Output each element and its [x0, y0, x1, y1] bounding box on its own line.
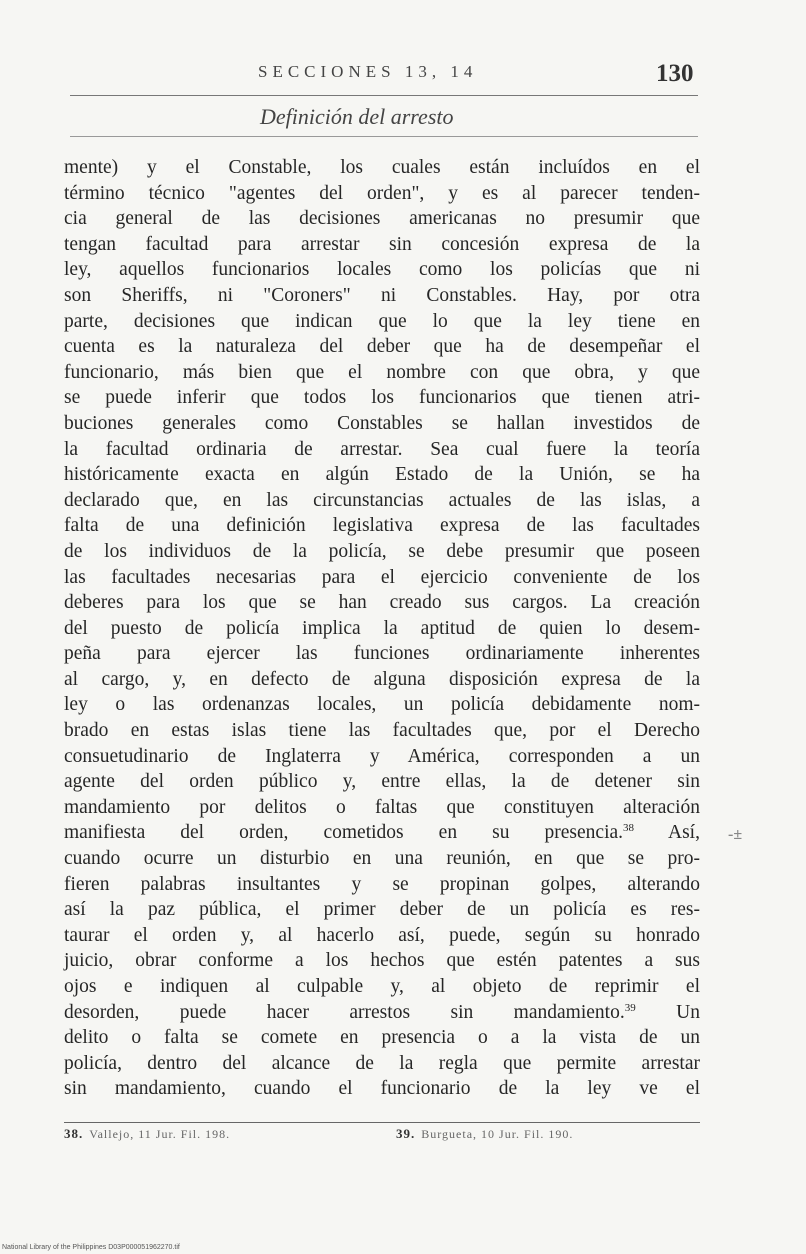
page-subtitle: Definición del arresto: [260, 104, 454, 129]
text-line-content: buciones generales como Constables se hallan investidos de: [64, 412, 700, 434]
text-line-content: ley, aquellos funcionarios locales como los policías que ni: [64, 259, 700, 281]
text-line-content: mandamiento por delitos o faltas que constituyen alteración: [64, 796, 700, 818]
text-line-content: la facultad ordinaria de arrestar. Sea cual fuere la teoría: [64, 438, 700, 460]
text-line: [64, 1051, 700, 1077]
text-line-content: funcionario, más bien que el nombre con que obra, y que: [64, 361, 700, 383]
text-line: [64, 385, 700, 411]
text-line-content: taurar el orden y, al hacerlo así, puede, según su honrado: [64, 924, 700, 946]
text-line: [64, 897, 700, 923]
text-line-content: desorden, puede hacer arrestos sin mandamiento.: [64, 1001, 625, 1023]
text-line-content: policía, dentro del alcance de la regla que permite arrestar: [64, 1052, 700, 1074]
text-line: [64, 513, 700, 539]
text-line: [64, 206, 700, 232]
text-line-content: se puede inferir que todos los funcionarios que tienen atri-: [64, 387, 700, 409]
text-line: [64, 1025, 700, 1051]
text-line-content: declarado que, en las circunstancias actuales de las islas, a: [64, 489, 700, 511]
footnote-number: 39.: [396, 1126, 416, 1141]
text-line: [64, 948, 700, 974]
text-line-content: mente) y el Constable, los cuales están incluídos en el: [64, 157, 700, 178]
text-line-content: manifiesta del orden, cometidos en su presencia.: [64, 822, 624, 844]
text-line: [64, 309, 700, 335]
text-line: [64, 334, 700, 360]
text-line-content: sin mandamiento, cuando el funcionario de la ley ve el: [64, 1078, 700, 1100]
text-line: [64, 257, 700, 283]
page-number: 130: [656, 60, 694, 87]
text-line: [64, 795, 700, 821]
text-line: [64, 692, 700, 718]
text-line-content: del puesto de policía implica la aptitud de quien lo desem-: [64, 617, 700, 639]
text-line: [64, 769, 700, 795]
text-line-content: así la paz pública, el primer deber de un policía es res-: [64, 899, 700, 921]
footnote-38: [64, 1126, 230, 1142]
margin-mark: -±: [728, 826, 743, 843]
text-line: [64, 283, 700, 309]
text-line: [64, 667, 700, 693]
footnote-ref: 39: [624, 1001, 636, 1014]
body-text: [64, 155, 700, 1102]
text-line: [64, 872, 700, 898]
text-line: [64, 641, 700, 667]
text-line-content: de los individuos de la policía, se debe presumir que poseen: [64, 540, 700, 562]
text-line: [64, 923, 700, 949]
text-line-content: deberes para los que se han creado sus cargos. La creación: [64, 592, 700, 614]
header-rule: [70, 95, 698, 96]
text-line: [64, 155, 700, 181]
scan-credit: National Library of the Philippines D03P000051962270.tif: [2, 1244, 180, 1251]
text-line-content: ojos e indiquen al culpable y, al objeto de reprimir el: [64, 976, 700, 997]
text-line: [64, 462, 700, 488]
text-line-content: juicio, obrar conforme a los hechos que estén patentes a sus: [64, 950, 700, 972]
text-line: [64, 565, 700, 591]
running-header: SECCIONES 13, 14: [258, 62, 478, 81]
text-line-content: brado en estas islas tiene las facultades que, por el Derecho: [64, 720, 700, 742]
text-line-content: parte, decisiones que indican que lo que la ley tiene en: [64, 310, 700, 332]
text-line-content: consuetudinario de Inglaterra y América, corresponden a un: [64, 745, 700, 767]
footnote-text: Vallejo, 11 Jur. Fil. 198.: [89, 1127, 231, 1141]
text-line: [64, 820, 700, 846]
footnote-ref: 38: [623, 822, 635, 835]
text-line: [64, 974, 700, 1000]
text-line: [64, 437, 700, 463]
text-line-content: cuando ocurre un disturbio en una reunión, en que se pro-: [64, 848, 700, 870]
text-line: [64, 1000, 700, 1026]
footnote-number: 38.: [64, 1126, 84, 1141]
text-line: [64, 488, 700, 514]
text-line-content: históricamente exacta en algún Estado de la Unión, se ha: [64, 464, 700, 486]
text-line-content: peña para ejercer las funciones ordinariamente inherentes: [64, 643, 700, 665]
text-line-tail: Un: [676, 1001, 700, 1023]
text-line: [64, 360, 700, 386]
text-line-content: agente del orden público y, entre ellas, la de detener sin: [64, 771, 700, 793]
text-line: [64, 232, 700, 258]
text-line-content: tengan facultad para arrestar sin concesión expresa de la: [64, 233, 700, 255]
footnote-39: [396, 1126, 573, 1142]
text-line: [64, 718, 700, 744]
text-line: [64, 411, 700, 437]
text-line: [64, 744, 700, 770]
footnote-rule: [64, 1122, 700, 1123]
text-line-content: falta de una definición legislativa expresa de las facultades: [64, 515, 700, 537]
text-line-content: cia general de las decisiones americanas no presumir que: [64, 208, 700, 230]
text-line: [64, 616, 700, 642]
text-line-content: término técnico "agentes del orden", y es al parecer tenden-: [64, 182, 700, 204]
text-line-content: son Sheriffs, ni "Coroners" ni Constables. Hay, por otra: [64, 284, 700, 306]
text-line: [64, 1076, 700, 1102]
text-line-content: cuenta es la naturaleza del deber que ha de desempeñar el: [64, 336, 700, 358]
footnote-text: Burgueta, 10 Jur. Fil. 190.: [421, 1127, 574, 1141]
text-line-tail: Así,: [668, 822, 700, 844]
text-line: [64, 539, 700, 565]
text-line-content: delito o falta se comete en presencia o a la vista de un: [64, 1027, 700, 1049]
text-line-content: al cargo, y, en defecto de alguna disposición expresa de la: [64, 668, 700, 690]
subtitle-rule: [70, 136, 698, 137]
text-line-content: las facultades necesarias para el ejercicio conveniente de los: [64, 566, 700, 588]
text-line-content: fieren palabras insultantes y se propinan golpes, alterando: [64, 873, 700, 895]
text-line: [64, 181, 700, 207]
text-line: [64, 590, 700, 616]
text-line: [64, 846, 700, 872]
text-line-content: ley o las ordenanzas locales, un policía debidamente nom-: [64, 694, 700, 716]
